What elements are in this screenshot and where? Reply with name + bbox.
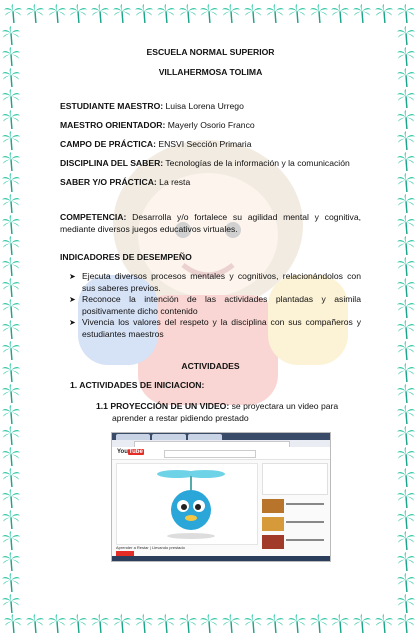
browser-tabbar — [112, 433, 330, 440]
palm-tree-icon — [2, 363, 20, 383]
indicadores-heading: INDICADORES DE DESEMPEÑO — [60, 252, 192, 262]
video-thumbnail — [262, 517, 284, 531]
competencia-text: Desarrolla y/o fortalece su agilidad mental y cognitiva, mediante diversos juegos educativos virtuales. — [60, 212, 361, 234]
palm-tree-icon — [2, 426, 20, 446]
video-title-line — [286, 503, 324, 505]
palm-tree-icon — [2, 341, 20, 361]
palm-tree-icon — [375, 4, 393, 24]
palm-tree-icon — [397, 384, 415, 404]
palm-border-left — [2, 26, 22, 614]
palm-tree-icon — [244, 4, 262, 24]
palm-border-right — [397, 26, 417, 614]
palm-tree-icon — [2, 384, 20, 404]
field-campo — [60, 139, 361, 151]
palm-tree-icon — [157, 4, 175, 24]
list-item-text: Ejecuta diversos procesos mentales y cognitivos, relacionándolos con sus saberes previos. — [82, 271, 361, 293]
list-item-text: Reconoce la intención de las actividades plantadas y asimila positivamente dicho contenido — [82, 294, 361, 316]
palm-tree-icon — [397, 278, 415, 298]
blue-creature-icon — [117, 464, 257, 544]
competencia-paragraph — [60, 212, 361, 235]
field-saber — [60, 177, 361, 189]
palm-tree-icon — [113, 4, 131, 24]
field-value: Luisa Lorena Urrego — [163, 101, 244, 111]
field-value: Tecnologías de la información y la comunicación — [163, 158, 350, 168]
field-label: ESTUDIANTE MAESTRO: — [60, 101, 164, 111]
palm-tree-icon — [397, 468, 415, 488]
video-thumbnail — [262, 535, 284, 549]
palm-border-top — [4, 4, 415, 26]
palm-tree-icon — [2, 47, 20, 67]
list-item — [69, 271, 361, 294]
field-value: Mayerly Osorio Franco — [165, 120, 255, 130]
palm-tree-icon — [397, 89, 415, 109]
palm-tree-icon — [397, 299, 415, 319]
palm-tree-icon — [135, 4, 153, 24]
palm-tree-icon — [69, 614, 87, 634]
palm-tree-icon — [91, 614, 109, 634]
palm-tree-icon — [48, 614, 66, 634]
palm-tree-icon — [397, 426, 415, 446]
palm-tree-icon — [397, 215, 415, 235]
palm-border-bottom — [4, 614, 415, 636]
logo-badge: Tube — [128, 449, 143, 455]
palm-tree-icon — [397, 173, 415, 193]
site-search-box — [164, 450, 256, 458]
palm-tree-icon — [397, 194, 415, 214]
palm-tree-icon — [310, 614, 328, 634]
video-player — [116, 463, 258, 545]
palm-tree-icon — [266, 614, 284, 634]
palm-tree-icon — [288, 4, 306, 24]
palm-tree-icon — [397, 341, 415, 361]
palm-tree-icon — [288, 614, 306, 634]
actividades-heading: ACTIVIDADES — [181, 361, 240, 371]
video-title-line — [286, 521, 324, 523]
list-item — [69, 317, 361, 340]
palm-tree-icon — [2, 489, 20, 509]
palm-tree-icon — [135, 614, 153, 634]
palm-tree-icon — [222, 4, 240, 24]
arrow-bullet-icon: ➤ — [69, 295, 76, 304]
competencia-label: COMPETENCIA: — [60, 212, 127, 222]
video-screenshot-image — [111, 432, 331, 562]
palm-tree-icon — [397, 320, 415, 340]
palm-tree-icon — [2, 405, 20, 425]
field-label: CAMPO DE PRÁCTICA: — [60, 139, 156, 149]
palm-tree-icon — [91, 4, 109, 24]
palm-tree-icon — [2, 131, 20, 151]
palm-tree-icon — [397, 614, 415, 634]
list-item-text: Vivencia los valores del respeto y la disciplina con sus compañeros y estudiantes maestros — [82, 317, 361, 339]
palm-tree-icon — [353, 4, 371, 24]
city-title: VILLAHERMOSA TOLIMA — [158, 67, 263, 77]
palm-tree-icon — [2, 594, 20, 614]
palm-tree-icon — [397, 552, 415, 572]
palm-tree-icon — [2, 257, 20, 277]
palm-tree-icon — [2, 194, 20, 214]
indicadores-list — [60, 271, 361, 340]
school-title: ESCUELA NORMAL SUPERIOR — [146, 47, 275, 57]
palm-tree-icon — [2, 552, 20, 572]
field-estudiante — [60, 101, 361, 113]
palm-tree-icon — [222, 614, 240, 634]
palm-tree-icon — [2, 68, 20, 88]
palm-tree-icon — [397, 68, 415, 88]
field-maestro — [60, 120, 361, 132]
palm-tree-icon — [397, 573, 415, 593]
palm-tree-icon — [397, 405, 415, 425]
field-label: DISCIPLINA DEL SABER: — [60, 158, 164, 168]
palm-tree-icon — [2, 531, 20, 551]
palm-tree-icon — [26, 614, 44, 634]
palm-tree-icon — [26, 4, 44, 24]
palm-tree-icon — [397, 257, 415, 277]
palm-tree-icon — [397, 4, 415, 24]
palm-tree-icon — [2, 110, 20, 130]
field-label: MAESTRO ORIENTADOR: — [60, 120, 166, 130]
palm-tree-icon — [2, 278, 20, 298]
list-item — [69, 294, 361, 317]
sidebar-panel — [262, 463, 328, 495]
site-logo — [117, 449, 144, 455]
palm-tree-icon — [397, 152, 415, 172]
palm-tree-icon — [397, 47, 415, 67]
actividad-label: 1.1 PROYECCIÓN DE UN VIDEO: — [96, 401, 230, 411]
actividad-text-continued: aprender a restar pidiendo prestado — [112, 412, 249, 423]
palm-tree-icon — [397, 236, 415, 256]
palm-tree-icon — [397, 131, 415, 151]
palm-tree-icon — [353, 614, 371, 634]
palm-tree-icon — [179, 4, 197, 24]
palm-tree-icon — [157, 614, 175, 634]
palm-tree-icon — [397, 531, 415, 551]
palm-tree-icon — [331, 614, 349, 634]
palm-tree-icon — [2, 320, 20, 340]
palm-tree-icon — [48, 4, 66, 24]
logo-text: You — [117, 449, 128, 455]
actividad-text: se proyectara un video para — [229, 401, 339, 411]
palm-tree-icon — [375, 614, 393, 634]
palm-tree-icon — [244, 614, 262, 634]
actividades-iniciacion: 1. ACTIVIDADES DE INICIACION: — [70, 380, 205, 390]
actividad-proyeccion-video — [96, 401, 361, 424]
palm-tree-icon — [2, 573, 20, 593]
palm-tree-icon — [397, 447, 415, 467]
arrow-bullet-icon: ➤ — [69, 318, 76, 327]
palm-tree-icon — [310, 4, 328, 24]
video-thumbnail — [262, 499, 284, 513]
palm-tree-icon — [397, 363, 415, 383]
palm-tree-icon — [2, 236, 20, 256]
os-taskbar — [112, 556, 330, 561]
palm-tree-icon — [113, 614, 131, 634]
palm-tree-icon — [2, 152, 20, 172]
field-value: ENSVI Sección Primaria — [155, 139, 252, 149]
arrow-bullet-icon: ➤ — [69, 272, 76, 281]
palm-tree-icon — [179, 614, 197, 634]
palm-tree-icon — [2, 299, 20, 319]
palm-tree-icon — [2, 89, 20, 109]
palm-tree-icon — [2, 468, 20, 488]
video-caption: Aprender a Restar | Llevando prestado — [116, 545, 185, 550]
field-value: La resta — [156, 177, 191, 187]
palm-tree-icon — [397, 26, 415, 46]
palm-tree-icon — [2, 215, 20, 235]
palm-tree-icon — [4, 614, 22, 634]
palm-tree-icon — [2, 447, 20, 467]
palm-tree-icon — [2, 173, 20, 193]
palm-tree-icon — [331, 4, 349, 24]
field-label: SABER Y/O PRÁCTICA: — [60, 177, 157, 187]
palm-tree-icon — [397, 510, 415, 530]
video-title-line — [286, 539, 324, 541]
palm-tree-icon — [397, 489, 415, 509]
palm-tree-icon — [69, 4, 87, 24]
video-sidebar — [262, 463, 326, 555]
palm-tree-icon — [200, 4, 218, 24]
field-disciplina — [60, 158, 361, 170]
palm-tree-icon — [2, 26, 20, 46]
palm-tree-icon — [4, 4, 22, 24]
palm-tree-icon — [2, 510, 20, 530]
palm-tree-icon — [200, 614, 218, 634]
palm-tree-icon — [266, 4, 284, 24]
palm-tree-icon — [397, 594, 415, 614]
palm-tree-icon — [397, 110, 415, 130]
